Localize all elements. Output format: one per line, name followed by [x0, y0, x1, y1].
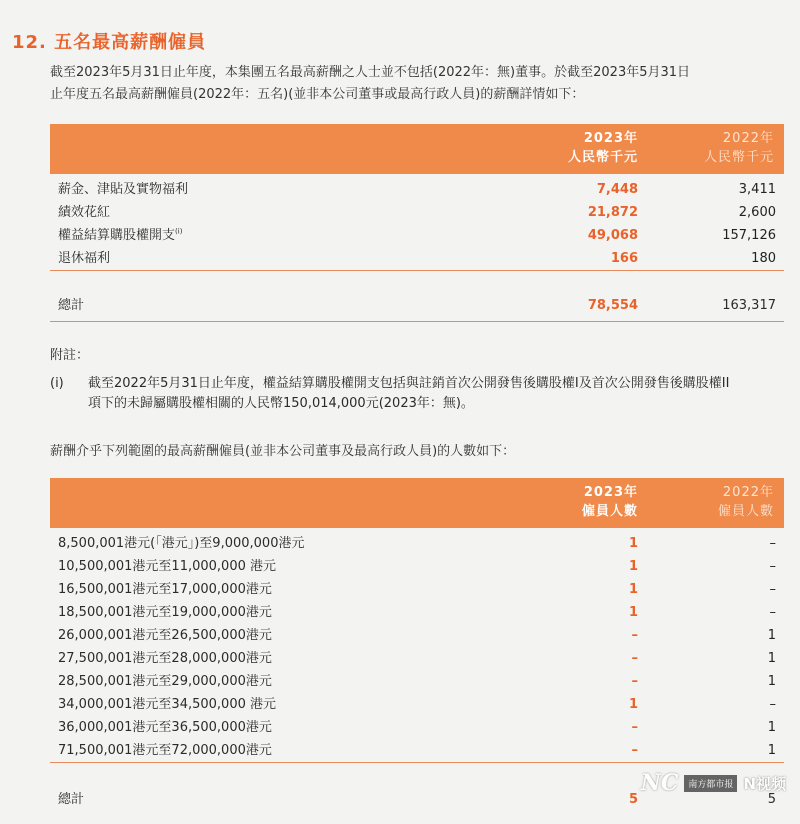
- value-2022: 180: [751, 251, 776, 266]
- header-unit-2022: 人民幣千元: [703, 150, 774, 165]
- table-row: [50, 555, 784, 578]
- table-row: [50, 739, 784, 762]
- value-2023: –: [631, 651, 638, 666]
- table-row: [50, 601, 784, 624]
- value-2023: –: [631, 743, 638, 758]
- footnote-marker: (i): [175, 227, 183, 236]
- header-2022: [704, 129, 774, 167]
- value-2022: 1: [767, 674, 776, 689]
- row-label: 27,500,001港元至28,000,000港元: [58, 651, 272, 666]
- intro-paragraph: [50, 62, 780, 106]
- row-label: [58, 224, 182, 247]
- header-2023: [568, 129, 638, 167]
- row-label: 8,500,001港元(「港元」)至9,000,000港元: [58, 536, 305, 551]
- value-2023: –: [631, 720, 638, 735]
- total-label: 總計: [58, 298, 85, 313]
- row-label: 薪金、津貼及實物福利: [58, 182, 189, 197]
- value-2022: 1: [767, 628, 776, 643]
- intro-line-1: 截至2023年5月31日止年度，本集團五名最高薪酬之人士並不包括(2022年：無)董事。於截至2023年5月31日: [50, 65, 691, 80]
- header-unit-2022: 僱員人數: [717, 504, 774, 519]
- band-paragraph: 薪酬介乎下列範圍的最高薪酬僱員(並非本公司董事及最高行政人員)的人數如下：: [50, 444, 516, 459]
- row-label: 36,000,001港元至36,500,000港元: [58, 720, 272, 735]
- header-unit-2023: 人民幣千元: [567, 150, 638, 165]
- value-2022: –: [769, 582, 776, 597]
- value-2023: –: [631, 628, 638, 643]
- header-year-2023: 2023年: [583, 485, 638, 500]
- value-2022: 3,411: [738, 182, 776, 197]
- table-row: [50, 224, 784, 247]
- table-row: [50, 670, 784, 693]
- note-line-1: 截至2022年5月31日止年度，權益結算購股權開支包括與註銷首次公開發售後購股權I及首次公開發售後購股權II: [88, 376, 730, 391]
- table-row: [50, 624, 784, 647]
- intro-line-2: 止年度五名最高薪酬僱員(2022年：五名)(並非本公司董事或最高行政人員)的薪酬詳情如下：: [50, 87, 585, 102]
- value-2022: –: [769, 536, 776, 551]
- total-2023: 5: [628, 792, 638, 807]
- total-2022: 163,317: [722, 298, 776, 313]
- total-2023: 78,554: [587, 298, 638, 313]
- watermark: [641, 770, 786, 796]
- table-row: [50, 178, 784, 201]
- value-2022: 1: [767, 743, 776, 758]
- value-2023: 1: [628, 697, 638, 712]
- table-row: [50, 647, 784, 670]
- watermark-logo: NC: [640, 770, 679, 796]
- value-2022: 2,600: [738, 205, 776, 220]
- remuneration-table: [50, 124, 784, 322]
- value-2023: 1: [628, 536, 638, 551]
- table-row: [50, 716, 784, 739]
- value-2023: 49,068: [587, 228, 638, 243]
- row-label: 28,500,001港元至29,000,000港元: [58, 674, 272, 689]
- value-2022: –: [769, 559, 776, 574]
- table-row: [50, 247, 784, 270]
- row-label: 績效花紅: [58, 205, 111, 220]
- value-2022: 1: [767, 720, 776, 735]
- header-year-2022: 2022年: [722, 485, 774, 500]
- header-2022: [718, 483, 774, 521]
- note-marker: (i): [50, 376, 64, 391]
- watermark-box: 南方都市报: [684, 775, 737, 792]
- note-i: [50, 374, 790, 414]
- total-2022: 5: [767, 792, 776, 807]
- table-row: [50, 201, 784, 224]
- value-2023: 1: [628, 605, 638, 620]
- band-table: [50, 478, 784, 815]
- row-label-text: 權益結算購股權開支: [58, 228, 176, 243]
- value-2023: 21,872: [587, 205, 638, 220]
- row-label: 34,000,001港元至34,500,000 港元: [58, 697, 276, 712]
- notes-heading: 附註：: [50, 348, 90, 363]
- value-2022: 157,126: [722, 228, 776, 243]
- value-2022: –: [769, 697, 776, 712]
- note-line-2: 項下的未歸屬購股權相關的人民幣150,014,000元(2023年：無)。: [88, 396, 474, 411]
- section-title: 12. 五名最高薪酬僱員: [12, 32, 207, 53]
- value-2022: –: [769, 605, 776, 620]
- value-2023: 1: [628, 559, 638, 574]
- band-table-header: [50, 478, 784, 528]
- remuneration-table-header: [50, 124, 784, 174]
- row-label: 16,500,001港元至17,000,000港元: [58, 582, 272, 597]
- total-label: 總計: [58, 792, 85, 807]
- value-2022: 1: [767, 651, 776, 666]
- row-label: 26,000,001港元至26,500,000港元: [58, 628, 272, 643]
- value-2023: 166: [610, 251, 638, 266]
- value-2023: 7,448: [596, 182, 638, 197]
- value-2023: –: [631, 674, 638, 689]
- row-label: 18,500,001港元至19,000,000港元: [58, 605, 272, 620]
- header-year-2022: 2022年: [722, 131, 774, 146]
- row-label: 71,500,001港元至72,000,000港元: [58, 743, 272, 758]
- header-2023: [582, 483, 638, 521]
- header-unit-2023: 僱員人數: [581, 504, 638, 519]
- table-row: [50, 693, 784, 716]
- watermark-n-video: N视频: [743, 774, 786, 793]
- value-2023: 1: [628, 582, 638, 597]
- header-year-2023: 2023年: [583, 131, 638, 146]
- divider: [50, 321, 784, 322]
- table-row: [50, 578, 784, 601]
- table-row: [50, 532, 784, 555]
- row-label: 10,500,001港元至11,000,000 港元: [58, 559, 276, 574]
- total-row: [50, 291, 784, 321]
- row-label: 退休福利: [58, 251, 111, 266]
